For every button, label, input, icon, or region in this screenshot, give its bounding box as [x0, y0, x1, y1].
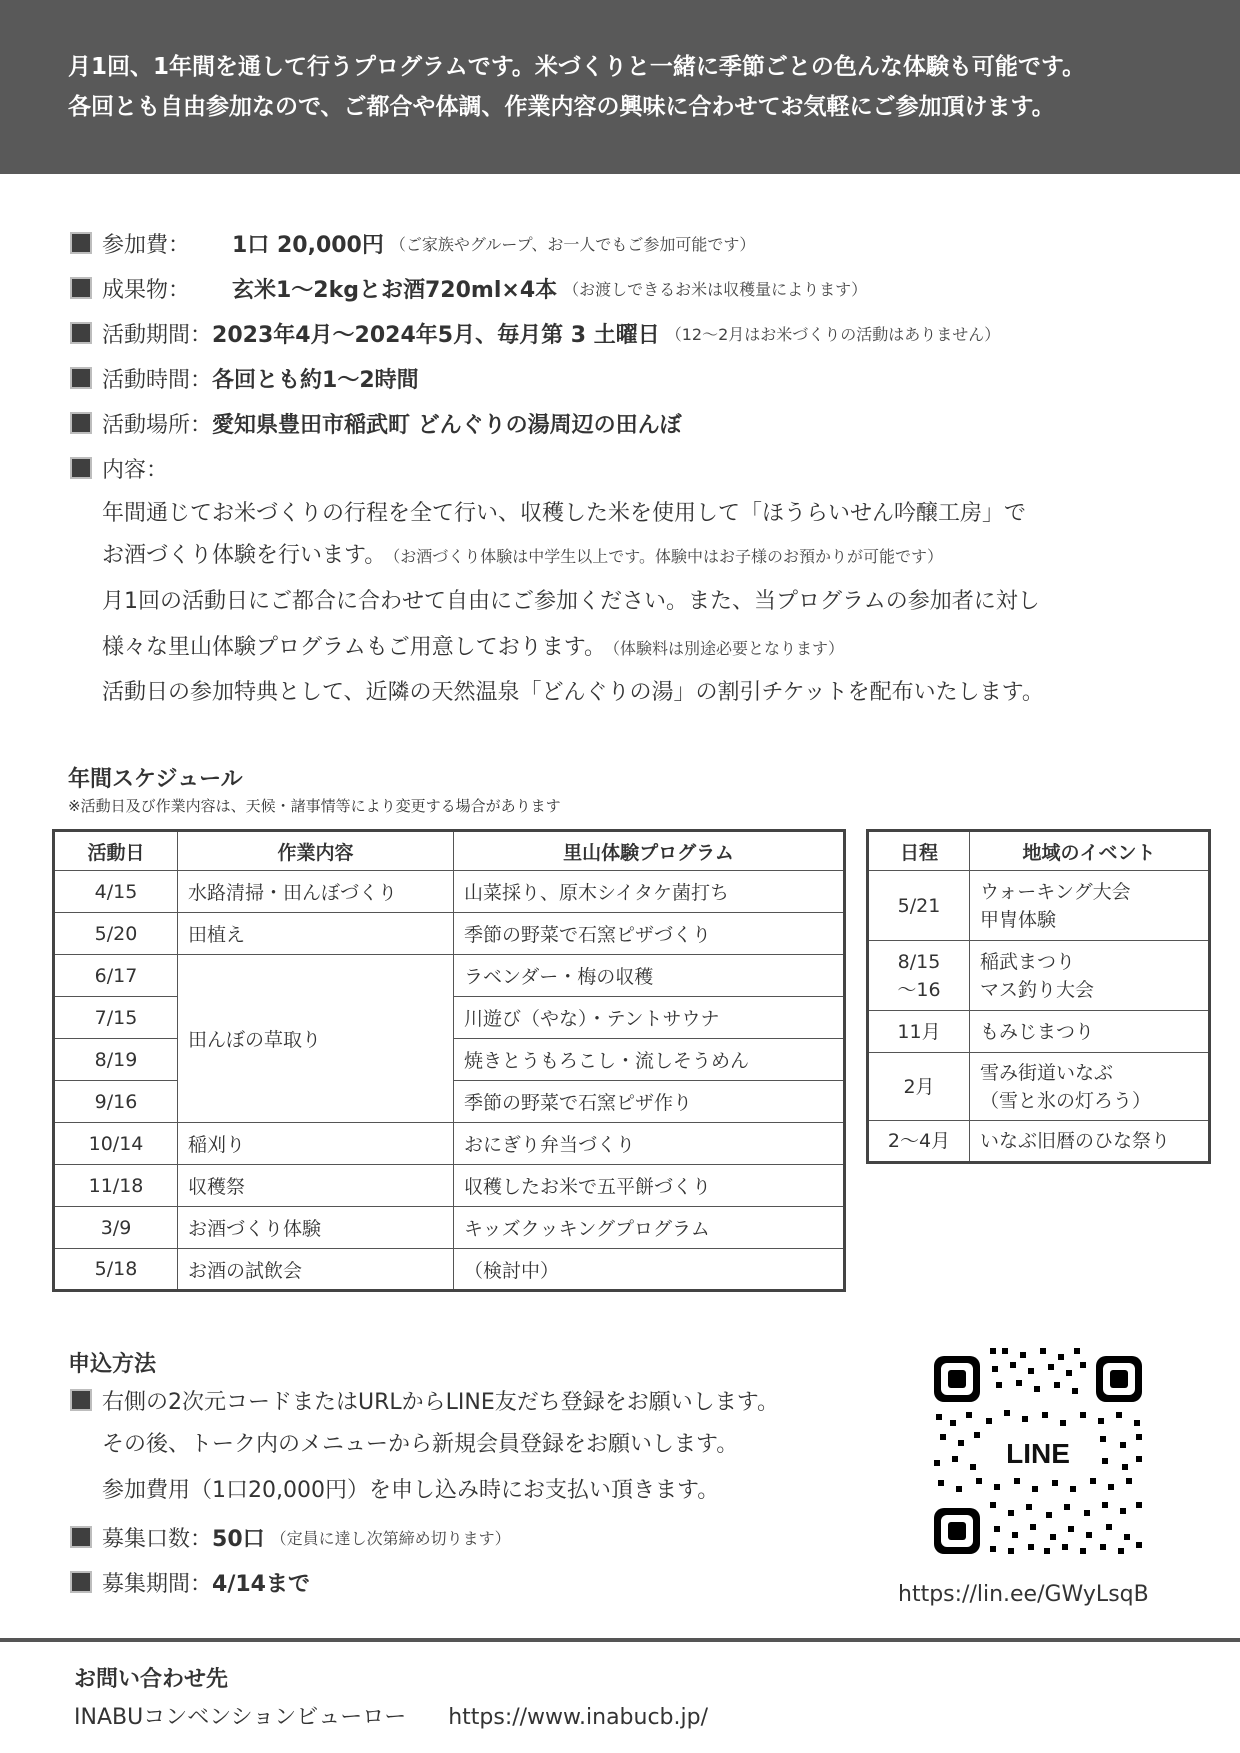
line-url-link[interactable]: https://lin.ee/GWyLsqB: [898, 1582, 1149, 1607]
banner-line-2: 各回とも自由参加なので、ご都合や体調、作業内容の興味に合わせてお気軽にご参加頂けます。: [68, 94, 1055, 120]
event-line: 稲武まつり: [980, 950, 1076, 973]
cell-work: お酒づくり体験: [178, 1207, 454, 1249]
cell-program: おにぎり弁当づくり: [454, 1123, 845, 1165]
table-row: [54, 871, 845, 913]
cell-program: 山菜採り、原木シイタケ菌打ち: [454, 871, 845, 913]
fee-value: 1口 20,000円: [232, 232, 384, 258]
cell-date: 6/17: [54, 955, 178, 997]
event-line: もみじまつり: [980, 1020, 1095, 1043]
table-row: [54, 1123, 845, 1165]
table-header-row: [868, 831, 1210, 871]
count-note: （定員に達し次第締め切ります）: [270, 1528, 511, 1548]
cell-work: 稲刈り: [178, 1123, 454, 1165]
bullet-square-icon: [70, 1526, 92, 1548]
intro-banner: [0, 0, 1240, 174]
place-value: 愛知県豊田市稲武町 どんぐりの湯周辺の田んぼ: [212, 412, 682, 438]
cell-work: お酒の試飲会: [178, 1249, 454, 1291]
footer-divider: [0, 1638, 1240, 1642]
cell-program: 収穫したお米で五平餅づくり: [454, 1165, 845, 1207]
period-note: （12〜2月はお米づくりの活動はありません）: [665, 324, 1001, 344]
period-value: 2023年4月〜2024年5月、毎月第 3 土曜日: [212, 322, 660, 348]
cell-event: [970, 1011, 1210, 1053]
period-row: [70, 316, 1000, 350]
cell-event: [970, 1121, 1210, 1163]
time-value: 各回とも約1〜2時間: [212, 367, 419, 393]
table-row: [868, 1121, 1210, 1163]
header-date: 活動日: [54, 831, 178, 871]
content-line: [102, 539, 943, 574]
cell-date: 5/20: [54, 913, 178, 955]
schedule-title: 年間スケジュール: [68, 767, 243, 792]
contact-line: [74, 1700, 708, 1731]
bullet-square-icon: [70, 367, 92, 389]
count-label: 募集口数：: [102, 1526, 213, 1552]
contact-title: お問い合わせ先: [74, 1667, 229, 1692]
cell-program: キッズクッキングプログラム: [454, 1207, 845, 1249]
cell-program: 川遊び（やな）・テントサウナ: [454, 997, 845, 1039]
cell-event: [970, 1053, 1210, 1121]
content-line: [102, 585, 1040, 619]
event-line: ウォーキング大会: [980, 880, 1131, 903]
bullet-square-icon: [70, 1389, 92, 1411]
bullet-square-icon: [70, 277, 92, 299]
bullet-square-icon: [70, 457, 92, 479]
cell-date: 5/18: [54, 1249, 178, 1291]
event-date-line: 8/15: [897, 950, 941, 973]
table-header-row: [54, 831, 845, 871]
table-row: [868, 1011, 1210, 1053]
event-line: マス釣り大会: [980, 978, 1095, 1001]
apply-line: 参加費用（1口20,000円）を申し込み時にお支払い頂きます。: [102, 1478, 720, 1503]
fee-label: 参加費：: [102, 232, 191, 258]
time-row: [70, 361, 419, 395]
event-date-line: 〜16: [897, 978, 941, 1001]
cell-date: 8/19: [54, 1039, 178, 1081]
cell-event-date: 2〜4月: [868, 1121, 970, 1163]
content-text: 月1回の活動日にご都合に合わせて自由にご参加ください。また、当プログラムの参加者に対し: [102, 589, 1040, 614]
bullet-square-icon: [70, 322, 92, 344]
product-label: 成果物：: [102, 277, 191, 303]
contact-url-link[interactable]: https://www.inabucb.jp/: [448, 1705, 709, 1730]
content-note: （体験料は別途必要となります）: [612, 639, 845, 658]
header-work: 作業内容: [178, 831, 454, 871]
table-row: [54, 913, 845, 955]
cell-event-date: 11月: [868, 1011, 970, 1053]
count-value: 50口: [212, 1526, 265, 1552]
fee-note: （ご家族やグループ、お一人でもご参加可能です）: [389, 234, 756, 254]
cell-date: 9/16: [54, 1081, 178, 1123]
cell-event-date: 2月: [868, 1053, 970, 1121]
recruit-period-value: 4/14まで: [212, 1571, 310, 1597]
cell-event: [970, 941, 1210, 1011]
cell-date: 11/18: [54, 1165, 178, 1207]
cell-program: 季節の野菜で石窯ピザづくり: [454, 913, 845, 955]
apply-title: 申込方法: [68, 1352, 157, 1377]
table-row: [54, 1207, 845, 1249]
fee-row: [70, 226, 755, 260]
table-row: [54, 955, 845, 997]
event-line: 雪み街道いなぶ: [980, 1061, 1114, 1084]
table-row: [868, 941, 1210, 1011]
place-row: [70, 406, 682, 440]
table-row: [868, 871, 1210, 941]
bullet-square-icon: [70, 412, 92, 434]
cell-date: 3/9: [54, 1207, 178, 1249]
content-line: [102, 631, 844, 666]
cell-work: 収穫祭: [178, 1165, 454, 1207]
cell-work: 田んぼの草取り: [178, 955, 454, 1123]
content-label: 内容：: [102, 457, 169, 483]
count-row: [70, 1520, 511, 1554]
event-line: （雪と氷の灯ろう）: [980, 1089, 1152, 1112]
content-text: 年間通じてお米づくりの行程を全て行い、収穫した米を使用して「ほうらいせん吟醸工房」で: [102, 501, 1027, 526]
recruit-period-label: 募集期間：: [102, 1571, 213, 1597]
cell-work: 田植え: [178, 913, 454, 955]
product-row: [70, 271, 867, 305]
apply-line: その後、トーク内のメニューから新規会員登録をお願いします。: [102, 1432, 739, 1457]
table-row: [868, 1053, 1210, 1121]
content-line: [102, 676, 1044, 710]
cell-event-date: 5/21: [868, 871, 970, 941]
events-table: [866, 829, 1211, 1164]
cell-program: 季節の野菜で石窯ピザ作り: [454, 1081, 845, 1123]
contact-org: INABUコンベンションビューロー: [74, 1705, 407, 1730]
header-program: 里山体験プログラム: [454, 831, 845, 871]
place-label: 活動場所：: [102, 412, 213, 438]
cell-date: 4/15: [54, 871, 178, 913]
line-qr-code-icon[interactable]: [930, 1342, 1146, 1558]
content-text: 活動日の参加特典として、近隣の天然温泉「どんぐりの湯」の割引チケットを配布いたします。: [102, 680, 1044, 705]
schedule-table: [52, 829, 846, 1292]
cell-event-date: [868, 941, 970, 1011]
content-text: 様々な里山体験プログラムもご用意しております。: [102, 635, 607, 660]
cell-date: 10/14: [54, 1123, 178, 1165]
content-text: お酒づくり体験を行います。: [102, 543, 387, 568]
header-event-date: 日程: [868, 831, 970, 871]
qr-line-label: LINE: [1006, 1438, 1070, 1469]
cell-program: （検討中）: [454, 1249, 845, 1291]
header-event: 地域のイベント: [970, 831, 1210, 871]
content-row: [70, 451, 168, 485]
event-line: 甲冑体験: [980, 908, 1057, 931]
content-line: [102, 497, 1026, 531]
apply-row: [70, 1383, 779, 1417]
cell-program: 焼きとうもろこし・流しそうめん: [454, 1039, 845, 1081]
recruit-period-row: [70, 1565, 310, 1599]
product-value: 玄米1〜2kgとお酒720ml×4本: [232, 277, 558, 303]
table-row: [54, 1165, 845, 1207]
bullet-square-icon: [70, 232, 92, 254]
period-label: 活動期間：: [102, 322, 213, 348]
time-label: 活動時間：: [102, 367, 213, 393]
event-line: いなぶ旧暦のひな祭り: [980, 1130, 1171, 1152]
content-note: （お酒づくり体験は中学生以上です。体験中はお子様のお預かりが可能です）: [392, 547, 943, 566]
table-row: [54, 1249, 845, 1291]
apply-line: 右側の2次元コードまたはURLからLINE友だち登録をお願いします。: [102, 1389, 779, 1415]
banner-line-1: 月1回、1年間を通して行うプログラムです。米づくりと一緒に季節ごとの色んな体験も可能です。: [68, 54, 1086, 80]
cell-event: [970, 871, 1210, 941]
schedule-note: ※活動日及び作業内容は、天候・諸事情等により変更する場合があります: [68, 797, 561, 815]
bullet-square-icon: [70, 1571, 92, 1593]
cell-date: 7/15: [54, 997, 178, 1039]
cell-work: 水路清掃・田んぼづくり: [178, 871, 454, 913]
cell-program: ラベンダー・梅の収穫: [454, 955, 845, 997]
product-note: （お渡しできるお米は収穫量によります）: [563, 279, 868, 299]
